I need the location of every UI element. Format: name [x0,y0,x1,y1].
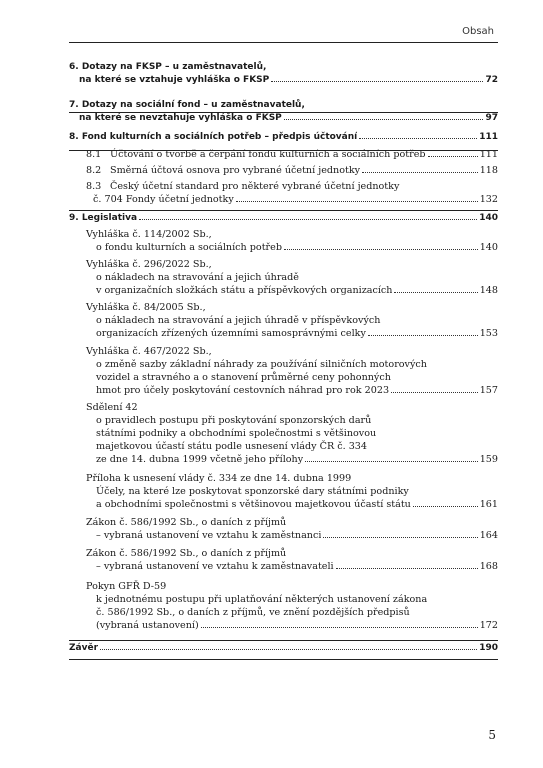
toc-entry-number: 8.2 [86,165,102,176]
toc-entry-title-line: vozidel a stravného a o stanovení průměrné ceny pohonných [96,372,391,383]
toc-entry-title-line: a obchodními společnostmi s většinovou majetkovou účastí státu [96,499,411,510]
section-divider [69,112,498,113]
toc-line [69,327,498,340]
toc-entry-title-line: o pravidlech postupu při poskytování sponzorských darů [96,415,372,426]
toc-line [69,164,498,177]
toc-entry-title-line: Pokyn GFŘ D-59 [86,581,167,592]
toc-line [69,241,498,254]
toc-page-number: 161 [479,499,498,510]
section-divider [69,640,498,641]
dot-leader [391,392,478,393]
dot-leader [394,292,477,293]
page-number: 5 [488,728,496,742]
toc-line [69,99,498,112]
toc-entry[interactable] [69,164,498,177]
toc-entry-title-line: 9. Legislativa [69,213,138,223]
toc-entry-title-line: Příloha k usnesení vlády č. 334 ze dne 14. dubna 1999 [86,473,352,484]
toc-line [69,529,498,542]
toc-line [69,193,498,206]
toc-entry-title-line: Zákon č. 586/1992 Sb., o daních z příjmů [86,548,287,559]
toc-entry-title-line: Vyhláška č. 296/2022 Sb., [86,259,212,270]
toc-entry-title-line: 6. Dotazy na FKSP – u zaměstnavatelů, [69,62,267,72]
toc-entry[interactable] [69,228,498,254]
toc-line [69,547,498,560]
toc-entry-title-line: 8. Fond kulturních a sociálních potřeb – předpis účtování [69,132,358,142]
toc-entry-title-line: (vybraná ustanovení) [96,620,199,631]
toc-entry-title-line: 7. Dotazy na sociální fond – u zaměstnavatelů, [69,100,305,110]
dot-leader [368,335,478,336]
toc-line [69,642,498,655]
toc-entry[interactable] [69,61,498,87]
toc-line [69,485,498,498]
toc-entry-title-line: 8.1 Účtování o tvorbě a čerpání fondu kulturních a sociálních potřeb [86,149,426,160]
toc-entry[interactable] [69,642,498,655]
toc-entry[interactable] [69,580,498,632]
toc-entry-title-line: č. 586/1992 Sb., o daních z příjmů, ve znění pozdějších předpisů [96,607,410,618]
toc-entry-title-line: o nákladech na stravování a jejich úhradě [96,272,299,283]
toc-page-number: 118 [479,165,498,176]
dot-leader [139,219,477,220]
dot-leader [336,568,478,569]
toc-page-number: 157 [479,385,498,396]
toc-page-number: 72 [485,75,498,85]
toc-page-number: 111 [479,132,498,142]
toc-entry-title-line: na které se nevztahuje vyhláška o FKSP [79,113,282,123]
toc-entry-title-line: Zákon č. 586/1992 Sb., o daních z příjmů [86,517,287,528]
toc-line [69,228,498,241]
toc-entry-title-line: organizacích zřízených územními samosprávnými celky [96,328,366,339]
toc-line [69,606,498,619]
section-divider [69,150,498,151]
toc-line [69,345,498,358]
section-divider [69,659,498,660]
dot-leader [284,249,478,250]
toc-page-number: 140 [479,242,498,253]
toc-line [69,472,498,485]
toc-entry[interactable] [69,212,498,225]
running-header-title: Obsah [462,26,494,37]
dot-leader [428,156,478,157]
toc-page-number: 140 [479,213,498,223]
toc-entry-title-line: o fondu kulturních a sociálních potřeb [96,242,282,253]
toc-entry-title-line: o změně sazby základní náhrady za používání silničních motorových [96,359,427,370]
dot-leader [305,461,478,462]
dot-leader [100,649,477,650]
section-divider [69,210,498,211]
toc-line [69,314,498,327]
toc-entry[interactable] [69,345,498,397]
toc-line [69,427,498,440]
toc-page-number: 168 [479,561,498,572]
toc-entry-title-line: na které se vztahuje vyhláška o FKSP [79,75,270,85]
toc-page-number: 172 [479,620,498,631]
header-rule [69,42,498,43]
toc-page-number: 148 [479,285,498,296]
toc-entry[interactable] [69,401,498,466]
toc-line [69,560,498,573]
toc-line [69,358,498,371]
toc-line [69,284,498,297]
toc-entry[interactable] [69,258,498,297]
toc-line [69,453,498,466]
toc-entry-title-line: o nákladech na stravování a jejich úhradě v příspěvkových [96,315,381,326]
toc-entry-title-line: Vyhláška č. 114/2002 Sb., [86,229,212,240]
toc-entry-title-line: ze dne 14. dubna 1999 včetně jeho přílohy [96,454,304,465]
toc-page-number: 132 [479,194,498,205]
toc-entry-title-line: k jednotnému postupu při uplatňování některých ustanovení zákona [96,594,428,605]
dot-leader [413,506,478,507]
toc-line [69,301,498,314]
dot-leader [323,537,477,538]
toc-line [69,619,498,632]
toc-entry[interactable] [69,472,498,511]
toc-entry-title-line: Účely, na které lze poskytovat sponzorské dary státními podniky [96,486,409,497]
toc-entry-title-line: – vybraná ustanovení ve vztahu k zaměstnanci [96,530,322,541]
toc-line [69,112,498,125]
dot-leader [271,81,483,82]
toc-page-number: 97 [485,113,498,123]
toc-line [69,74,498,87]
toc-entry-title-line: Závěr [69,643,99,653]
toc-entry-title-line: majetkovou účastí státu podle usnesení vlády ČR č. 334 [96,441,368,452]
toc-entry-title-line: 8.2 Směrná účtová osnova pro vybrané účetní jednotky [86,165,361,176]
toc-line [69,61,498,74]
toc-page-number: 111 [479,149,498,160]
toc-entry[interactable] [69,131,498,144]
toc-entry-title-line: Sdělení 42 [86,402,138,413]
toc-entry-title-line: č. 704 Fondy účetní jednotky [93,194,234,205]
toc-entry-title-line: v organizačních složkách státu a příspěvkových organizacích [96,285,393,296]
toc-entry[interactable] [69,301,498,340]
dot-leader [362,172,478,173]
toc-line [69,580,498,593]
toc-line [69,516,498,529]
dot-leader [359,138,477,139]
dot-leader [236,201,478,202]
toc-entry-title-line: Vyhláška č. 467/2022 Sb., [86,346,212,357]
dot-leader [201,627,478,628]
toc-entry-title-line: – vybraná ustanovení ve vztahu k zaměstnavateli [96,561,334,572]
toc-entry-title-line: hmot pro účely poskytování cestovních náhrad pro rok 2023 [96,385,390,396]
toc-entry-title-line: Český účetní standard pro některé vybrané účetní jednotky [110,181,400,192]
toc-line [69,131,498,144]
toc-entry-number: 8.3 [86,181,102,192]
toc-page-number: 164 [479,530,498,541]
toc-line [69,593,498,606]
toc-line [69,498,498,511]
toc-line [69,271,498,284]
toc-entry[interactable] [69,180,498,206]
toc-entry[interactable] [69,516,498,542]
toc-line [69,212,498,225]
toc-line [69,414,498,427]
toc-line [69,401,498,414]
toc-entry-title-line: státními podniky a obchodními společnostmi s většinovou [96,428,377,439]
toc-page-number: 159 [479,454,498,465]
toc-page-number: 190 [479,643,498,653]
toc-entry-number: 8.1 [86,149,102,160]
toc-line [69,384,498,397]
toc-page-number: 153 [479,328,498,339]
toc-line [69,180,498,193]
toc-entry[interactable] [69,547,498,573]
dot-leader [284,119,484,120]
toc-line [69,371,498,384]
toc-entry-title-line: Vyhláška č. 84/2005 Sb., [86,302,206,313]
toc-line [69,440,498,453]
toc-line [69,258,498,271]
